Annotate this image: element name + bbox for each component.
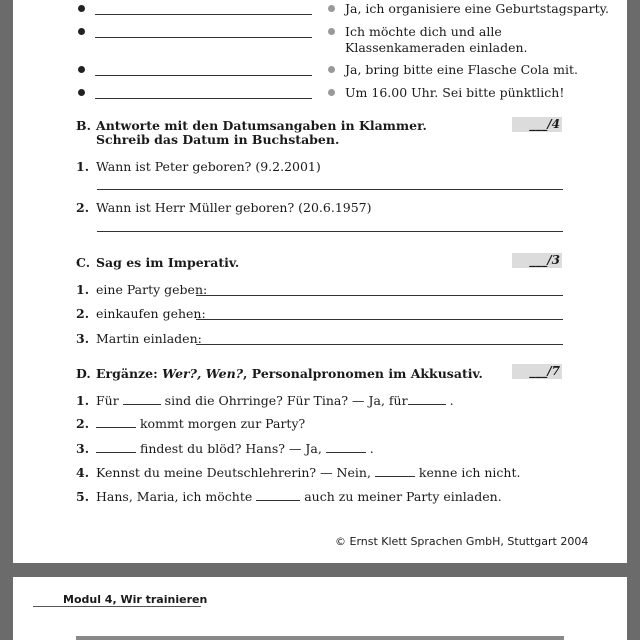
answer-line [196, 319, 563, 320]
bullet [328, 28, 335, 35]
text-part: auch zu meiner Party einladen. [304, 489, 502, 504]
bullet [78, 89, 85, 96]
item-number: 2. [76, 416, 90, 431]
bullet [78, 28, 85, 35]
gap-sentence [96, 416, 305, 432]
answer-text: Klassenkameraden einladen. [345, 40, 528, 55]
prompt-text: Martin einladen: [96, 331, 202, 346]
answer-line [95, 98, 312, 99]
text-part: . [369, 441, 374, 456]
section-letter: C. [76, 255, 91, 270]
prompt-text: einkaufen gehen: [96, 306, 206, 321]
next-page [13, 577, 627, 640]
gap-sentence [96, 393, 454, 409]
answer-text: Ja, ich organisiere eine Geburtstagsparty. [345, 1, 609, 16]
item-number: 5. [76, 489, 90, 504]
item-number: 1. [76, 393, 90, 408]
answer-line [95, 14, 312, 15]
question-text: Wann ist Herr Müller geboren? (20.6.1957) [96, 200, 372, 215]
item-number: 2. [76, 200, 90, 215]
gap-blank [96, 416, 136, 428]
section-letter: D. [76, 366, 91, 381]
score-box: ___/3 [512, 253, 562, 268]
header-rule [33, 606, 201, 607]
answer-text: Um 16.00 Uhr. Sei bitte pünktlich! [345, 85, 565, 100]
text-part: sind die Ohrringe? Für Tina? — Ja, für [164, 393, 408, 408]
page-header: Modul 4, Wir trainieren [63, 593, 208, 606]
item-number: 1. [76, 159, 90, 174]
score-box: ___/7 [512, 364, 562, 379]
gap-sentence [96, 441, 374, 457]
text-part: Kennst du meine Deutschlehrerin? — Nein, [96, 465, 371, 480]
item-number: 4. [76, 465, 90, 480]
item-number: 1. [76, 282, 90, 297]
answer-text: Ich möchte dich und alle [345, 24, 502, 39]
item-number: 2. [76, 306, 90, 321]
gap-blank [123, 393, 161, 405]
text-part: kenne ich nicht. [418, 465, 521, 480]
gap-sentence [96, 465, 520, 481]
section-title: Schreib das Datum in Buchstaben. [96, 132, 340, 147]
gap-blank [408, 393, 446, 405]
text-part: . [449, 393, 454, 408]
copyright: © Ernst Klett Sprachen GmbH, Stuttgart 2004 [335, 535, 589, 548]
bullet [328, 5, 335, 12]
worksheet-page [13, 0, 627, 563]
answer-line [95, 75, 312, 76]
answer-line [97, 231, 563, 232]
gap-blank [256, 489, 300, 501]
score-box: ___/4 [512, 117, 562, 132]
answer-line [196, 344, 563, 345]
bullet [78, 66, 85, 73]
title-italic: Wer?, Wen? [162, 366, 244, 381]
prompt-text: eine Party geben: [96, 282, 208, 297]
gap-blank [375, 465, 415, 477]
text-part: Hans, Maria, ich möchte [96, 489, 253, 504]
question-text: Wann ist Peter geboren? (9.2.2001) [96, 159, 321, 174]
bullet [78, 5, 85, 12]
gap-blank [96, 441, 136, 453]
text-part: Für [96, 393, 119, 408]
section-title [96, 366, 483, 382]
text-part: findest du blöd? Hans? — Ja, [139, 441, 322, 456]
table-top-bar [76, 636, 564, 640]
section-title: Antworte mit den Datumsangaben in Klammer. [96, 118, 427, 133]
section-letter: B. [76, 118, 91, 133]
item-number: 3. [76, 441, 90, 456]
text-part: kommt morgen zur Party? [139, 416, 306, 431]
gap-sentence [96, 489, 502, 505]
section-title: Sag es im Imperativ. [96, 255, 240, 270]
item-number: 3. [76, 331, 90, 346]
title-part: Ergänze: [96, 366, 163, 381]
answer-line [196, 295, 563, 296]
bullet [328, 66, 335, 73]
bullet [328, 89, 335, 96]
gap-blank [326, 441, 366, 453]
answer-line [95, 37, 312, 38]
answer-text: Ja, bring bitte eine Flasche Cola mit. [345, 62, 578, 77]
title-part: , Personalpronomen im Akkusativ. [243, 366, 483, 381]
answer-line [97, 189, 563, 190]
